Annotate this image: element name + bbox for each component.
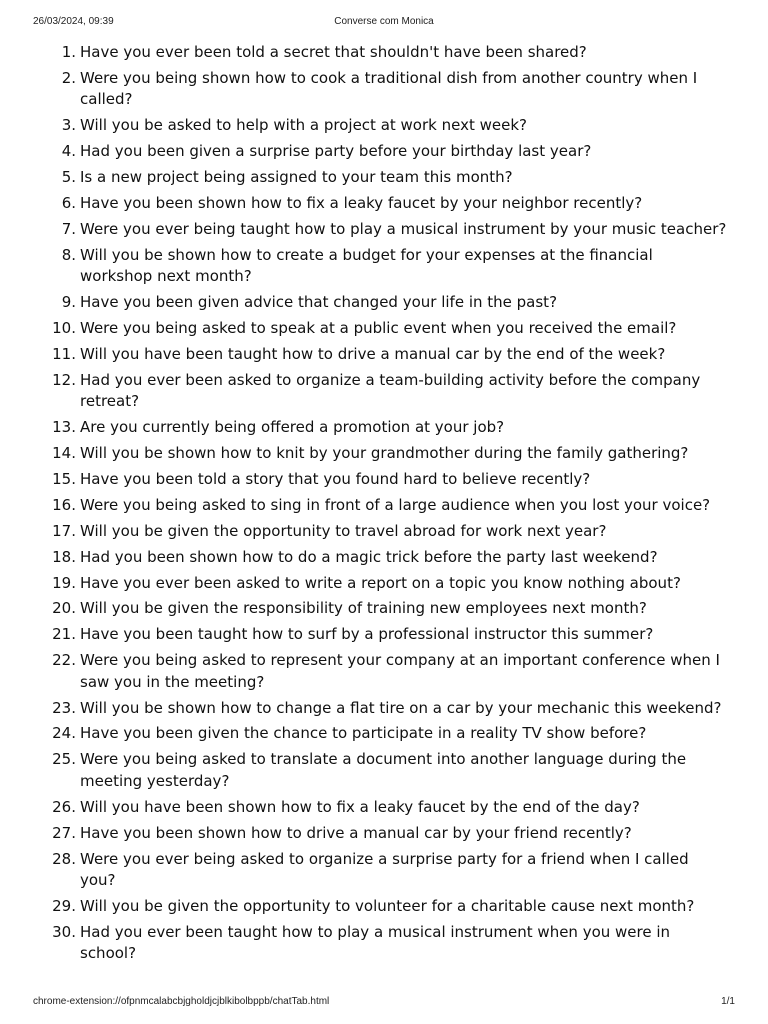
question-text: Have you been told a story that you found hard to believe recently? — [80, 469, 591, 488]
question-text: Were you being shown how to cook a traditional dish from another country when I called? — [80, 68, 698, 109]
question-item — [0, 318, 768, 340]
print-datetime: 26/03/2024, 09:39 — [33, 16, 114, 27]
question-item — [0, 68, 768, 111]
question-number: 10. — [52, 319, 76, 338]
question-text: Have you ever been told a secret that shouldn't have been shared? — [80, 43, 587, 61]
print-footer — [33, 996, 735, 1010]
question-number: 23. — [52, 698, 76, 717]
question-number: 9. — [61, 293, 76, 312]
question-item — [0, 443, 768, 465]
question-number: 22. — [52, 651, 76, 670]
question-text: Will you be given the opportunity to travel abroad for work next year? — [80, 521, 607, 540]
question-number: 28. — [52, 849, 76, 868]
question-text: Were you ever being asked to organize a surprise party for a friend when I called you? — [80, 849, 689, 890]
question-number: 18. — [52, 547, 76, 566]
question-item — [0, 292, 768, 314]
question-item — [0, 896, 768, 918]
question-text: Were you being asked to sing in front of a large audience when you lost your voice? — [80, 495, 711, 514]
question-number: 30. — [52, 922, 76, 941]
question-item — [0, 521, 768, 543]
question-item — [0, 495, 768, 517]
question-number: 14. — [52, 444, 76, 463]
question-number: 4. — [61, 142, 76, 161]
question-item — [0, 573, 768, 595]
question-item — [0, 344, 768, 366]
question-text: Will you be asked to help with a project at work next week? — [80, 116, 527, 135]
question-list — [0, 42, 768, 965]
question-number: 16. — [52, 495, 76, 514]
question-text: Have you been shown how to fix a leaky faucet by your neighbor recently? — [80, 193, 643, 212]
question-item — [0, 723, 768, 745]
question-number: 27. — [52, 823, 76, 842]
question-text: Is a new project being assigned to your team this month? — [80, 168, 513, 187]
question-number: 20. — [52, 599, 76, 618]
question-item — [0, 193, 768, 215]
question-number: 21. — [52, 625, 76, 644]
question-item — [0, 115, 768, 137]
question-text: Had you been shown how to do a magic trick before the party last weekend? — [80, 547, 658, 566]
question-number: 17. — [52, 521, 76, 540]
question-text: Have you been given the chance to participate in a reality TV show before? — [80, 724, 647, 743]
page-title: Converse com Monica — [334, 16, 434, 27]
question-number: 15. — [52, 469, 76, 488]
question-number: 11. — [52, 344, 76, 363]
question-item — [0, 797, 768, 819]
question-text: Are you currently being offered a promotion at your job? — [80, 418, 505, 437]
question-item — [0, 823, 768, 845]
question-text: Were you being asked to translate a document into another language during the meeting yesterday? — [80, 750, 687, 790]
question-number: 8. — [61, 245, 76, 264]
question-text: Will you be shown how to knit by your grandmother during the family gathering? — [80, 444, 689, 463]
question-text: Will you have been taught how to drive a manual car by the end of the week? — [80, 344, 666, 363]
question-item — [0, 547, 768, 569]
question-text: Have you ever been asked to write a report on a topic you know nothing about? — [80, 573, 681, 592]
question-number: 7. — [61, 219, 76, 238]
question-text: Will you be given the responsibility of training new employees next month? — [80, 599, 647, 618]
question-text: Will you be given the opportunity to volunteer for a charitable cause next month? — [80, 896, 695, 915]
question-text: Have you been given advice that changed your life in the past? — [80, 293, 558, 312]
question-number: 19. — [52, 573, 76, 592]
question-number: 5. — [61, 168, 76, 187]
question-number: 3. — [61, 116, 76, 135]
question-number: 12. — [52, 370, 76, 389]
question-text: Were you being asked to speak at a public event when you received the email? — [80, 319, 677, 338]
question-text: Had you been given a surprise party before your birthday last year? — [80, 142, 592, 161]
question-item — [0, 922, 768, 965]
question-number: 2. — [61, 68, 76, 87]
question-text: Had you ever been asked to organize a team-building activity before the company retreat? — [80, 370, 701, 411]
question-item — [0, 650, 768, 693]
question-item — [0, 417, 768, 439]
question-text: Will you be shown how to create a budget for your expenses at the financial workshop next month? — [80, 245, 653, 286]
question-item — [0, 167, 768, 189]
question-number: 25. — [52, 750, 76, 769]
question-item — [0, 849, 768, 892]
question-item — [0, 749, 768, 792]
question-text: Have you been taught how to surf by a professional instructor this summer? — [80, 625, 654, 644]
question-number: 26. — [52, 797, 76, 816]
question-number: 13. — [52, 418, 76, 437]
question-item — [0, 624, 768, 646]
question-item — [0, 245, 768, 288]
question-item — [0, 469, 768, 491]
question-item — [0, 42, 768, 64]
question-text: Were you being asked to represent your company at an important conference when I saw you in the meeting? — [80, 651, 720, 691]
question-item — [0, 370, 768, 413]
page-count: 1/1 — [721, 996, 735, 1007]
question-item — [0, 141, 768, 163]
question-text: Will you be shown how to change a flat tire on a car by your mechanic this weekend? — [80, 698, 722, 717]
page-url: chrome-extension://ofpnmcalabcbjgholdjcjblkibolbppb/chatTab.html — [33, 996, 330, 1007]
question-item — [0, 598, 768, 620]
question-number: 29. — [52, 896, 76, 915]
question-text: Have you been shown how to drive a manual car by your friend recently? — [80, 823, 632, 842]
print-header — [33, 16, 735, 30]
question-text: Had you ever been taught how to play a musical instrument when you were in school? — [80, 922, 671, 963]
question-item — [0, 698, 768, 720]
question-number: 1. — [61, 43, 76, 61]
question-text: Will you have been shown how to fix a leaky faucet by the end of the day? — [80, 797, 640, 816]
document-content — [0, 42, 768, 969]
question-number: 24. — [52, 724, 76, 743]
question-text: Were you ever being taught how to play a musical instrument by your music teacher? — [80, 219, 727, 238]
question-number: 6. — [61, 193, 76, 212]
question-item — [0, 219, 768, 241]
